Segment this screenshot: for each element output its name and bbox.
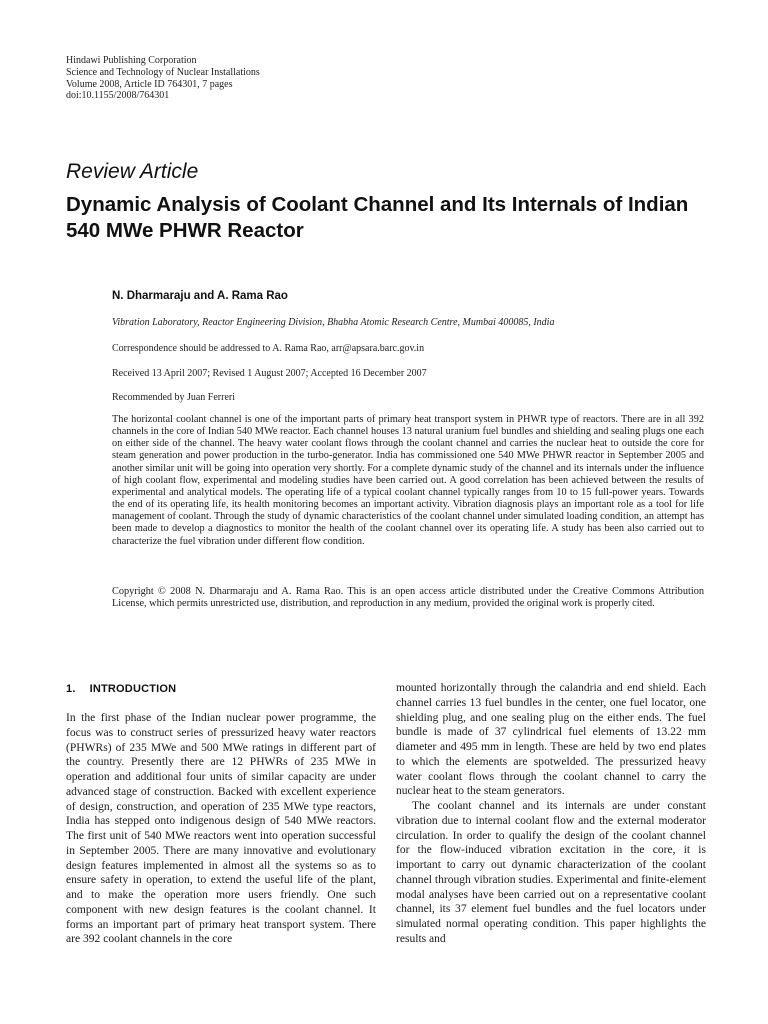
authors: N. Dharmaraju and A. Rama Rao <box>112 290 288 302</box>
correspondence-text: Correspondence should be addressed to A. Rama Rao, <box>112 343 332 354</box>
volume-line: Volume 2008, Article ID 764301, 7 pages <box>66 78 233 90</box>
received-dates: Received 13 April 2007; Revised 1 August 2007; Accepted 16 December 2007 <box>112 368 427 379</box>
intro-paragraph-left: In the first phase of the Indian nuclear power programme, the focus was to construct series of pressurized heavy water reactors (PHWRs) of 235 MWe and 500 MWe ratings in different part of the country. Presently there are 12 PHWRs of 235 MWe in operation and additional four units of similar capacity are under advanced stage of construction. Backed with excellent experience of design, construction, and operation of 235 MWe type reactors, India has stepped onto indigenous design of 540 MWe reactors. The first unit of 540 MWe reactors went into operation successful in September 2005. There are many innovative and evolutionary design features implemented in almost all the systems so as to ensure safety in operation, to extend the useful life of the plant, and to make the operation more users friendly. One such component with new design features is the coolant channel. It forms an important part of primary heat transport system. There are 392 coolant channels in the core <box>66 712 376 946</box>
recommended-by: Recommended by Juan Ferreri <box>112 392 236 403</box>
right-column <box>396 681 706 947</box>
copyright-notice: Copyright © 2008 N. Dharmaraju and A. Rama Rao. This is an open access article distributed under the Creative Commons Attribution License, which permits unrestricted use, distribution, and reproduction in any medium, provided the original work is properly cited. <box>112 586 704 610</box>
section-title: INTRODUCTION <box>89 683 177 695</box>
correspondence <box>112 343 424 354</box>
section-number: 1. <box>66 683 76 695</box>
doi-line: doi:10.1155/2008/764301 <box>66 90 170 102</box>
intro-paragraph-right-2: The coolant channel and its internals are under constant vibration due to internal coolant flow and the external moderator circulation. In order to qualify the design of the coolant channel for the flow-induced vibration excitation in the core, it is important to carry out dynamic characterization of the coolant channel through vibration studies. Experimental and finite-element modal analyses have been carried out on a representative coolant channel, its 37 element fuel bundles and the fuel locators under simulated normal operating condition. This paper highlights the results and <box>396 800 706 945</box>
article-type: Review Article <box>66 160 199 183</box>
paper-title: Dynamic Analysis of Coolant Channel and Its Internals of Indian 540 MWe PHWR Reactor <box>66 193 689 242</box>
publisher-line: Hindawi Publishing Corporation <box>66 55 197 66</box>
intro-paragraph-right-1: mounted horizontally through the calandria and end shield. Each channel carries 13 fuel bundles in the center, one fuel locator, one shielding plug, and one sealing plug on the either ends. The fuel bundle is made of 37 cylindrical fuel elements of 13.22 mm diameter and 495 mm in length. These are held by two end plates to which the elements are spotwelded. The pressurized heavy water coolant flows through the coolant channel to carry the nuclear heat to the steam generators. <box>396 682 706 798</box>
journal-name: Science and Technology of Nuclear Installations <box>66 66 260 78</box>
section-heading <box>66 683 176 695</box>
abstract: The horizontal coolant channel is one of the important parts of primary heat transport system in PHWR type of reactors. There are in all 392 channels in the core of Indian 540 MWe reactor. Each channel houses 13 natural uranium fuel bundles and shielding and sealing plugs one each on either side of the channel. The heavy water coolant flows through the coolant channel and carries the nuclear heat to outside the core for steam generation and power production in the turbo-generator. India has commissioned one 540 MWe PHWR reactor in September 2005 and another similar unit will be going into operation very shortly. For a complete dynamic study of the channel and its internals under the influence of high coolant flow, experimental and modeling studies have been carried out. A good correlation has been achieved between the results of experimental and analytical models. The operating life of a typical coolant channel typically ranges from 10 to 15 full-power years. Towards the end of its operating life, its health monitoring becomes an important activity. Vibration diagnosis plays an important role as a tool for life management of coolant. Through the study of dynamic characteristics of the coolant channel under simulated loading condition, an attempt has been made to develop a diagnostics to monitor the health of the coolant channel over its operating life. A study has been also carried out to characterize the fuel vibration under different flow condition. <box>112 414 704 547</box>
affiliation: Vibration Laboratory, Reactor Engineering Division, Bhabha Atomic Research Centre, Mumbai 400085, India <box>112 317 555 328</box>
journal-header <box>66 55 260 102</box>
correspondence-email[interactable]: arr@apsara.barc.gov.in <box>331 343 425 354</box>
